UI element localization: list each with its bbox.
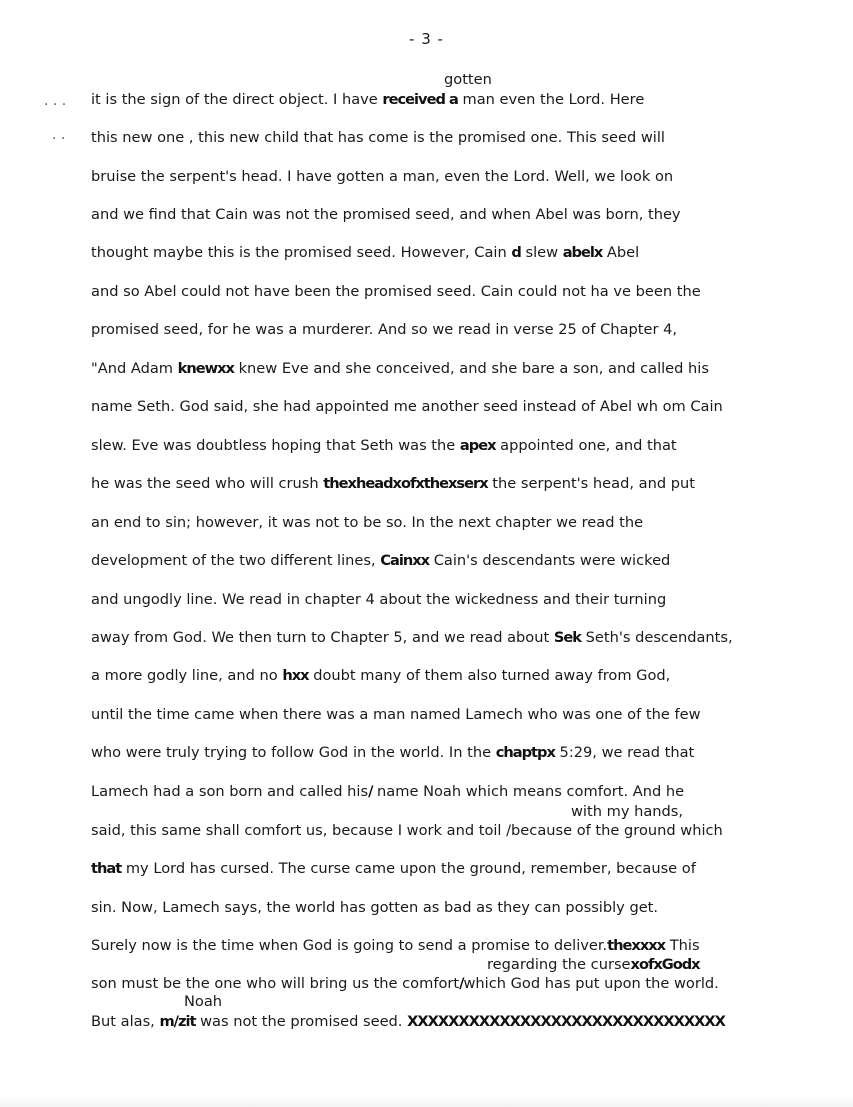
text-segment: the serpent's head, and put xyxy=(487,475,695,492)
strikeout: thexheadxofxthexserx xyxy=(323,475,488,492)
text-segment: it is the sign of the direct object. I have xyxy=(91,91,383,108)
text-segment: my Lord has cursed. The curse came upon the ground, remember, because of xyxy=(121,860,696,877)
text-segment: and ungodly line. We read in chapter 4 about the wickedness and their turning xyxy=(91,591,667,608)
text-segment: Cain's descendants were wicked xyxy=(429,552,671,569)
strikeout: apex xyxy=(459,437,496,454)
text-line xyxy=(91,708,701,723)
text-line xyxy=(91,170,673,185)
text-segment: Abel xyxy=(602,244,640,261)
text-line xyxy=(91,939,700,954)
text-line xyxy=(91,516,643,531)
text-line xyxy=(91,593,666,608)
page-number: - 3 - xyxy=(409,30,444,48)
text-line xyxy=(91,862,696,877)
text-segment: bruise the serpent's head. I have gotten a man, even the Lord. Well, we look on xyxy=(91,168,674,185)
strikeout: knewxx xyxy=(177,360,234,377)
strikeout: Cainxx xyxy=(380,552,430,569)
text-line xyxy=(91,285,701,300)
text-line xyxy=(91,631,733,646)
text-segment: slew xyxy=(520,244,563,261)
text-segment: name Seth. God said, she had appointed me another seed instead of Abel wh om Cain xyxy=(91,398,723,415)
text-segment: slew. Eve was doubtless hoping that Seth was the xyxy=(91,437,460,454)
text-segment: thought maybe this is the promised seed. However, Cain xyxy=(91,244,512,261)
page-bottom-edge xyxy=(0,1096,853,1107)
text-segment: was not the promised seed. xyxy=(195,1013,408,1030)
text-segment: and so Abel could not have been the promised seed. Cain could not ha ve been the xyxy=(91,283,701,300)
text-segment: development of the two different lines, xyxy=(91,552,381,569)
strikeout: thexxxx xyxy=(607,937,666,954)
text-line xyxy=(91,554,670,569)
text-segment: an end to sin; however, it was not to be so. In the next chapter we read the xyxy=(91,514,644,531)
text-segment: and we find that Cain was not the promised seed, and when Abel was born, they xyxy=(91,206,681,223)
strikeout: m/zit xyxy=(159,1013,196,1030)
text-segment: who were truly trying to follow God in the world. In the xyxy=(91,744,496,761)
text-segment: 5:29, we read that xyxy=(554,744,695,761)
strikeout: chaptpx xyxy=(495,744,555,761)
text-line xyxy=(91,93,644,108)
text-line xyxy=(91,439,677,454)
strikeout: / xyxy=(459,975,464,992)
text-segment: sin. Now, Lamech says, the world has gotten as bad as they can possibly get. xyxy=(91,899,659,916)
text-line xyxy=(91,901,658,916)
text-line xyxy=(91,977,719,992)
text-line xyxy=(91,746,694,761)
text-segment: promised seed, for he was a murderer. And so we read in verse 25 of Chapter 4, xyxy=(91,321,678,338)
margin-mark: . . . xyxy=(44,93,67,109)
text-line xyxy=(91,246,639,261)
text-segment: knew Eve and she conceived, and she bare a son, and called his xyxy=(233,360,709,377)
text-segment: he was the seed who will crush xyxy=(91,475,324,492)
strikeout: Sek xyxy=(553,629,581,646)
text-line xyxy=(91,824,723,839)
strikeout: that xyxy=(91,860,122,877)
strikeout: hxx xyxy=(282,667,309,684)
text-segment: a more godly line, and no xyxy=(91,667,283,684)
text-segment: appointed one, and that xyxy=(495,437,677,454)
text-line xyxy=(91,208,681,223)
insertion-regarding-curse: regarding the cursexofxGodx xyxy=(487,956,700,973)
text-line xyxy=(91,323,677,338)
text-line xyxy=(91,400,723,415)
strikeout: abelx xyxy=(562,244,603,261)
text-segment: said, this same shall comfort us, because I work and toil /because of the ground which xyxy=(91,822,723,839)
text-segment: "And Adam xyxy=(91,360,178,377)
insertion-gotten: gotten xyxy=(444,71,492,88)
insertion-with-my-hands: with my hands, xyxy=(571,803,684,820)
margin-mark: · · xyxy=(52,131,66,147)
strikeout: d xyxy=(511,244,521,261)
strikeout: / xyxy=(368,783,373,800)
strikeout: xofxGodx xyxy=(630,956,700,973)
text-segment: away from God. We then turn to Chapter 5, and we read about xyxy=(91,629,554,646)
text-line xyxy=(91,362,709,377)
text-segment: which God has put upon the world. xyxy=(463,975,719,992)
text-line xyxy=(91,669,670,684)
text-segment: son must be the one who will bring us the comfort xyxy=(91,975,460,992)
text-segment: Seth's descendants, xyxy=(580,629,733,646)
strikeout: received a xyxy=(382,91,458,108)
text-segment: man even the Lord. Here xyxy=(457,91,645,108)
text-segment: But alas, xyxy=(91,1013,160,1030)
text-segment: Lamech had a son born and called his xyxy=(91,783,369,800)
text-segment: This xyxy=(665,937,700,954)
text-line xyxy=(91,131,665,146)
text-segment: name Noah which means comfort. And he xyxy=(372,783,685,800)
insertion-noah: Noah xyxy=(184,993,223,1010)
strikeout: XXXXXXXXXXXXXXXXXXXXXXXXXXXXXXX xyxy=(407,1013,725,1030)
text-line xyxy=(91,477,695,492)
text-segment: Surely now is the time when God is going to send a promise to deliver. xyxy=(91,937,608,954)
text-line xyxy=(91,1015,725,1030)
text-segment: until the time came when there was a man named Lamech who was one of the few xyxy=(91,706,701,723)
text-segment: this new one , this new child that has come is the promised one. This seed will xyxy=(91,129,665,146)
text-line xyxy=(91,785,684,800)
text-segment: doubt many of them also turned away from God, xyxy=(308,667,671,684)
